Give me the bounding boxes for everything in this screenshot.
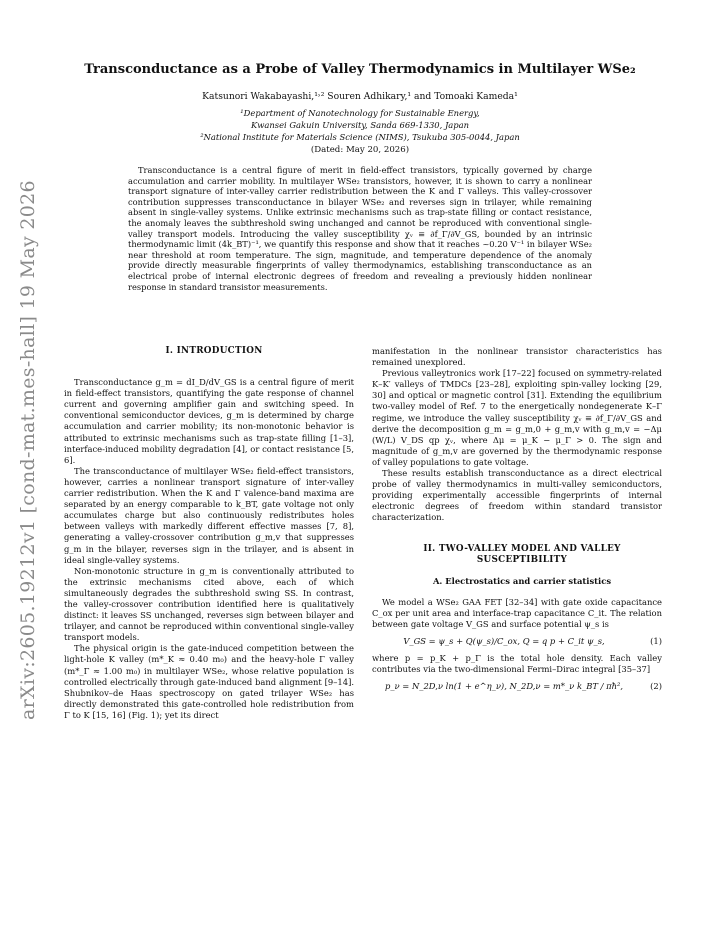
subsection-heading-electrostatics: A. Electrostatics and carrier statistics <box>432 575 612 586</box>
affiliation-line-2: Kwansei Gakuin University, Sanda 669-1330, Japan <box>250 120 470 130</box>
intro-paragraph-2: The transconductance of multilayer WSe₂ field-effect transistors, however, carries a nonlinear transport signature of inter-valley carrier redistribution. When the K and Γ valence-band maxima are separated by an energy comparable to k_BT, gate voltage not only accumulates charge but also continuously redistributes holes between valleys with markedly different effective masses [7, 8], generating a valley-crossover contribution g_m,v that suppresses g_m in the bilayer, reverses sign in the trilayer, and is absent in ideal single-valley systems. <box>64 465 354 565</box>
intro-paragraph-5: Previous valleytronics work [17–22] focused on symmetry-related K–K′ valleys of TMDCs [23–28], exploiting spin-valley locking [29, 30] and optical or magnetic control [31]. Extending the equilibrium two-valley model of Ref. 7 to the energetically nondegenerate K–Γ regime, we introduce the valley susceptibility χᵥ ≡ ∂f_Γ/∂V_GS and derive the decomposition g_m = g_m,0 + g_m,v with g_m,v = −Δμ (W/L) V_DS qp χᵥ, where Δμ = μ_K − μ_Γ > 0. The sign and magnitude of g_m,v are governed by the thermodynamic response of valley populations to gate voltage. <box>372 368 662 467</box>
intro-paragraph-6: These results establish transconductance as a direct electrical probe of valley thermodynamics in multi-valley semiconductors, providing experimentally accessible fingerprints of internal electronic degrees of freedom within standard transistor characterization. <box>372 468 662 523</box>
intro-paragraph-1: Transconductance g_m = dI_D/dV_GS is a central figure of merit in field-effect transistors, quantifying the gate response of channel current and governing amplifier gain and switching speed. In conventional semiconductor devices, g_m is determined by charge accumulation and carrier mobility; its non-monotonic behavior is attributed to extrinsic mechanisms such as trap-state filling [1–3], interface-induced mobility degradation [4], or contact resistance [5, 6]. <box>64 377 354 465</box>
affiliation-line-3: ²National Institute for Materials Science (NIMS), Tsukuba 305-0044, Japan <box>200 132 520 142</box>
abstract: Transconductance is a central figure of merit in field-effect transistors, typically governed by charge accumulation and carrier mobility. In multilayer WSe₂ transistors, however, it is shown to carry a nonlinear transport signature of inter-valley carrier redistribution between the K and Γ valleys. This valley-crossover contribution suppresses transconductance in bilayer WSe₂ and reverses sign in trilayer, while remaining absent in single-valley systems. Unlike extrinsic mechanisms such as trap-state filling or contact resistance, the anomaly leaves the subthreshold swing unchanged and cannot be reproduced with conventional single-valley transport models. Introducing the valley susceptibility χᵥ ≡ ∂f_Γ/∂V_GS, bounded by an intrinsic thermodynamic limit (4k_BT)⁻¹, we quantify this response and show that it reaches ~0.20 V⁻¹ in bilayer WSe₂ near threshold at room temperature. The sign, magnitude, and temperature dependence of the anomaly provide directly measurable fingerprints of valley thermodynamics, establishing transconductance as an electrical probe of internal electronic degrees of freedom and revealing a previously hidden nonlinear response in standard transistor measurements. <box>128 165 592 292</box>
right-column <box>372 346 662 692</box>
arxiv-identifier <box>8 180 48 720</box>
arxiv-identifier-text: arXiv:2605.19212v1 [cond-mat.mes-hall] 19 May 2026 <box>17 180 39 720</box>
equation-1 <box>372 636 662 647</box>
intro-paragraph-4: The physical origin is the gate-induced competition between the light-hole K valley (m*_K ≈ 0.40 m₀) and the heavy-hole Γ valley (m*_Γ ≈ 1.00 m₀) in multilayer WSe₂, whose relative population is controlled electrically through gate-induced band alignment [9–14]. Shubnikov–de Haas spectroscopy on gated trilayer WSe₂ has directly demonstrated this gate-controlled hole redistribution from Γ to K [15, 16] (Fig. 1); yet its direct <box>64 643 354 720</box>
left-column <box>64 346 354 721</box>
section-heading-model-line-2: SUSCEPTIBILITY <box>476 554 568 565</box>
equation-2 <box>372 681 662 692</box>
section-heading-model-line-1: II. TWO-VALLEY MODEL AND VALLEY <box>423 543 621 554</box>
equation-1-expression: V_GS = ψ_s + Q(ψ_s)/C_ox, Q = q p + C_it ψ_s, <box>403 636 605 647</box>
section-heading-introduction: I. INTRODUCTION <box>165 346 263 356</box>
equation-2-expression: p_ν = N_2D,ν ln(1 + e^η_ν), N_2D,ν = m*_ν k_BT / πħ², <box>384 681 624 692</box>
affiliation-line-1: ¹Department of Nanotechnology for Sustainable Energy, <box>240 108 480 118</box>
equation-2-number: (2) <box>650 681 662 692</box>
intro-continuation: manifestation in the nonlinear transistor characteristics has remained unexplored. <box>372 346 662 368</box>
author-list: Katsunori Wakabayashi,¹˒² Souren Adhikary,¹ and Tomoaki Kameda¹ <box>202 91 518 102</box>
equation-1-number: (1) <box>650 636 662 647</box>
after-equation-1: where p = p_K + p_Γ is the total hole density. Each valley contributes via the two-dimensional Fermi–Dirac integral [35–37] <box>372 653 662 675</box>
paper-title: Transconductance as a Probe of Valley Thermodynamics in Multilayer WSe₂ <box>84 62 636 77</box>
model-paragraph: We model a WSe₂ GAA FET [32–34] with gate oxide capacitance C_ox per unit area and interface-trap capacitance C_it. The relation between gate voltage V_GS and surface potential ψ_s is <box>372 596 662 629</box>
date-line: (Dated: May 20, 2026) <box>310 145 410 155</box>
intro-paragraph-3: Non-monotonic structure in g_m is conventionally attributed to the extrinsic mechanisms cited above, each of which simultaneously degrades the subthreshold swing SS. In contrast, the valley-crossover contribution identified here is qualitatively distinct: it leaves SS unchanged, reverses sign between bilayer and trilayer, and cannot be reproduced within conventional single-valley transport models. <box>64 565 354 643</box>
